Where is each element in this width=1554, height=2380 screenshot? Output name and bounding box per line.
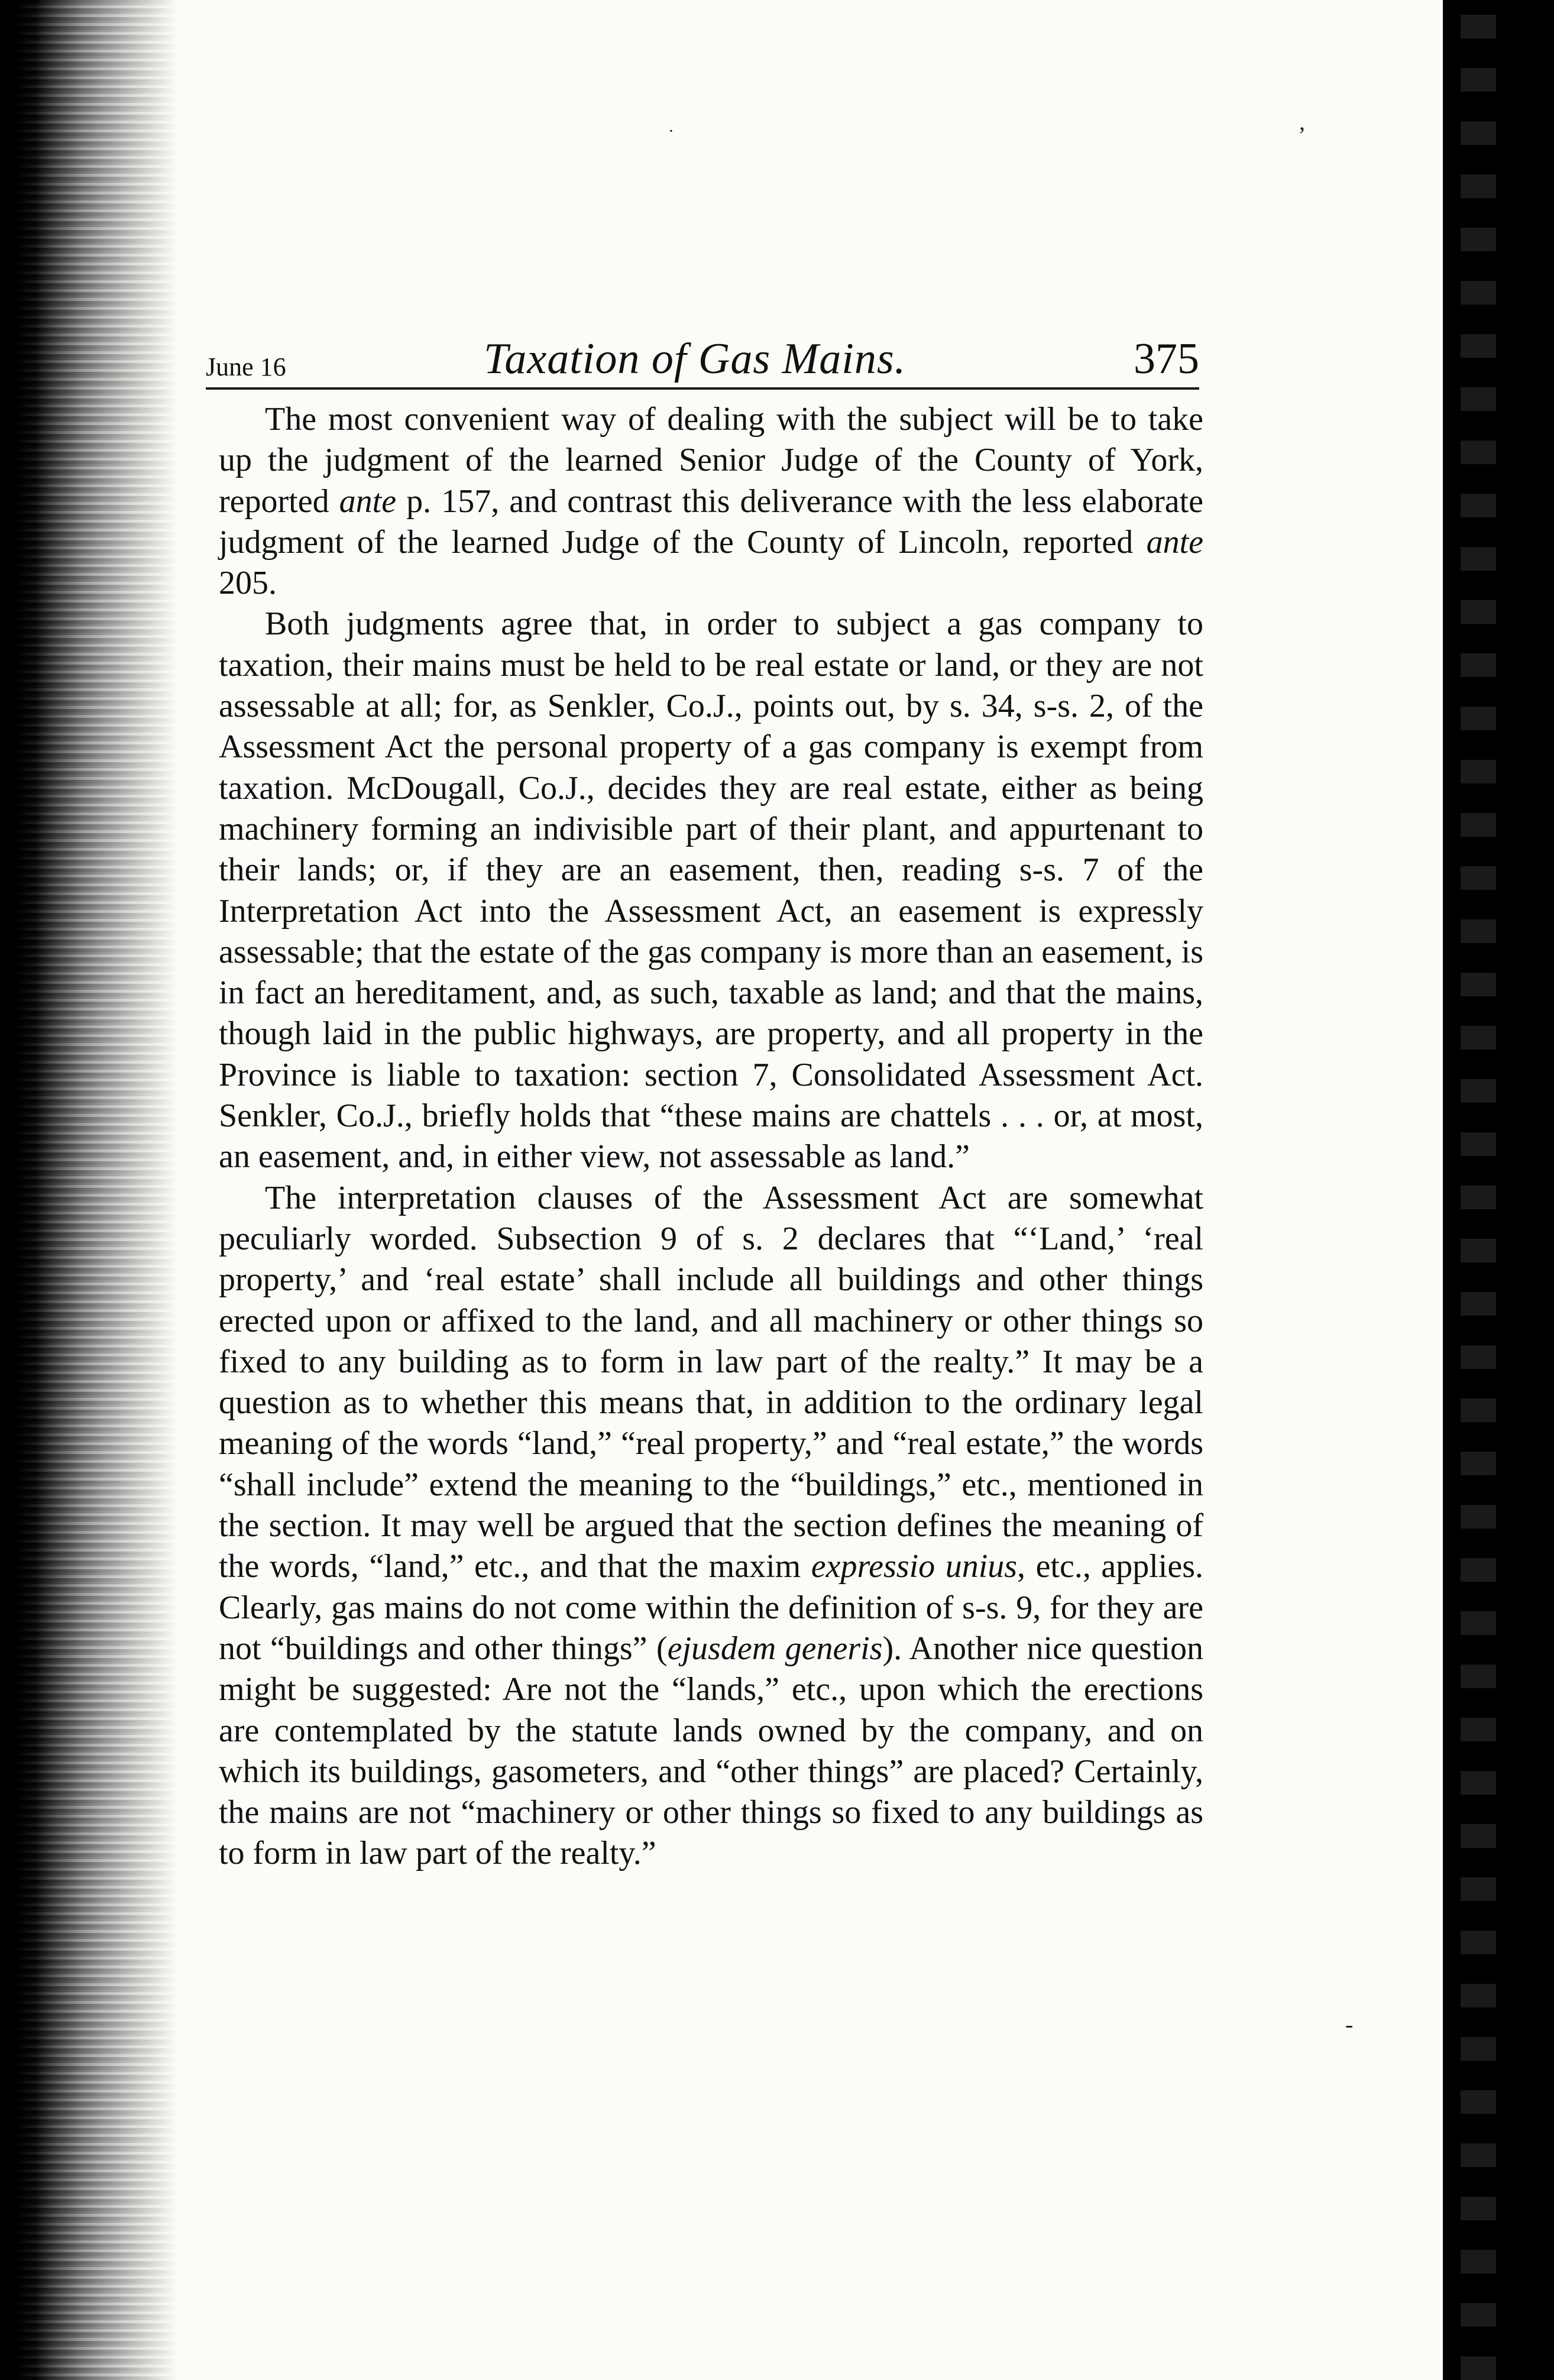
paragraph-3-italic-expressio-unius: expressio unius [811,1548,1018,1585]
paragraph-3 [219,1178,1203,1874]
paragraph-1 [219,399,1203,604]
running-header [206,334,1199,387]
paragraph-3-text-b: , etc., applies. Clearly, gas mains do not come within the definition of s-s. 9, for they are not “buildings and other things” ( [219,1548,1204,1667]
page-number: 375 [1134,335,1199,383]
paragraph-1-text-a: The most convenient way of dealing with the subject will be to take up the judgment of the learned Senior Judge of the County of York, reported [219,401,1203,520]
header-rule [206,387,1199,390]
page-edge-strip [1461,0,1496,2380]
paragraph-3-text-c: ). Another nice question might be suggested: Are not the “lands,” etc., upon which the erections are contemplated by the statute lands owned by the company, and on which its buildings, gasometers, and “other things” are placed? Certainly, the mains are not “machinery or other things so fixed to any buildings as to form in law part of the realty.” [219,1630,1204,1872]
running-header-title: Taxation of Gas Mains. [484,335,906,383]
paragraph-2: Both judgments agree that, in order to subject a gas company to taxation, their mains must be held to be real estate or land, or they are not assessable at all; for, as Senkler, Co.J., points out, by s. 34, s-s. 2, of the Assessment Act the personal property of a gas company is exempt from taxation. McDougall, Co.J., decides they are real estate, either as being machinery forming an indivisible part of their plant, and appurtenant to their lands; or, if they are an easement, then, reading s-s. 7 of the Interpretation Act into the Assessment Act, an easement is expressly assessable; that the estate of the gas company is more than an easement, is in fact an hereditament, and, as such, taxable as land; and that the mains, though laid in the public highways, are property, and all property in the Province is liable to taxation: section 7, Consolidated Assessment Act. Senkler, Co.J., briefly holds that “these mains are chattels . . . or, at most, an easement, and, in either view, not assessable as land.” [219,605,1203,1176]
article-body [219,399,1203,1874]
paragraph-3-italic-ejusdem-generis: ejusdem generis [667,1630,883,1667]
stray-mark-top: ’ [1298,122,1306,148]
book-gutter-shadow [0,0,177,2380]
paragraph-1-italic-ante-2: ante [1146,523,1203,561]
running-header-date: June 16 [206,352,286,381]
paragraph-3-text-a: The interpretation clauses of the Assessment Act are somewhat peculiarly worded. Subsection 9 of s. 2 declares that “‘Land,’ ‘real property,’ and ‘real estate’ shall include all buildings and other things erected upon or affixed to the land, and all machinery or other things so fixed to any building as to form in law part of the realty.” It may be a question as to whether this means that, in addition to the ordinary legal meaning of the words “land,” “real property,” and “real estate,” the words “shall include” extend the meaning to the “buildings,” etc., mentioned in the section. It may well be argued that the section defines the meaning of the words, “land,” etc., and that the maxim [219,1179,1203,1585]
scan-border-right [1443,0,1554,2380]
stray-dot-top: · [668,121,674,141]
paragraph-1-italic-ante-1: ante [339,483,397,520]
paragraph-1-text-c: 205. [219,565,277,602]
stray-dash-right: - [1345,2011,1354,2038]
paragraph-1-text-b: p. 157, and contrast this deliverance with the less elaborate judgment of the learned Judge of the County of Lincoln, reported [219,483,1203,561]
